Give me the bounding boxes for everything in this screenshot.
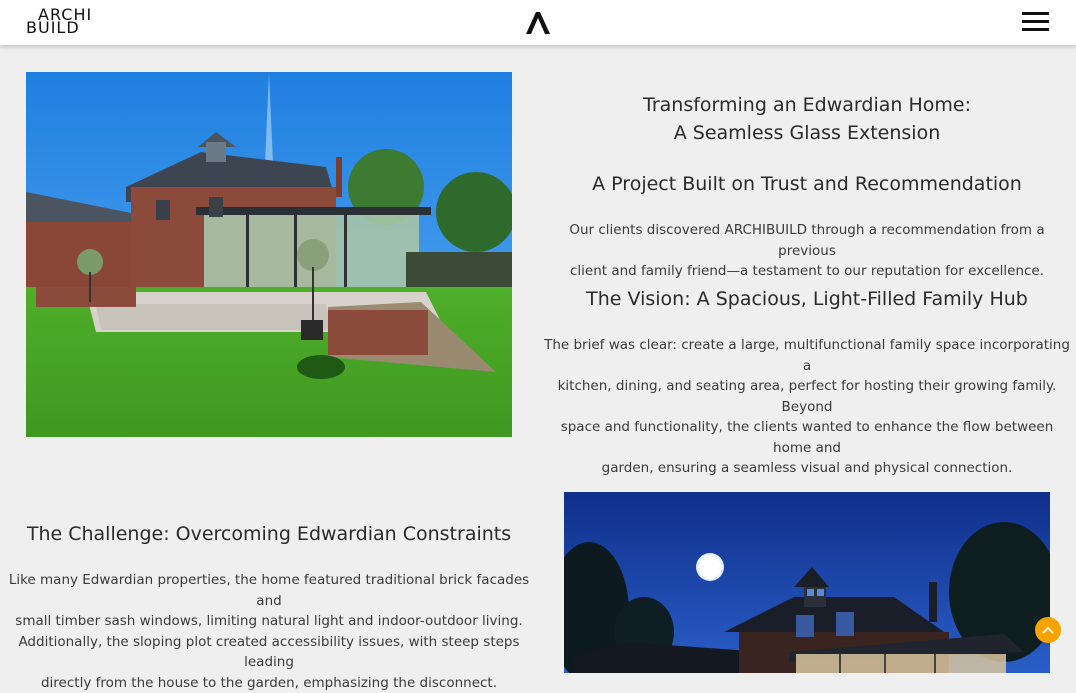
paragraph-line: garden, ensuring a seamless visual and physical connection.: [540, 458, 1074, 479]
page-title-line-1: Transforming an Edwardian Home:: [540, 91, 1074, 119]
logo-line-1: ARCHI: [38, 7, 92, 23]
section1-text: [540, 91, 1074, 147]
paragraph-line: small timber sash windows, limiting natural light and indoor-outdoor living.: [0, 611, 538, 632]
paragraph-line: kitchen, dining, and seating area, perfect for hosting their growing family. Beyond: [540, 376, 1074, 417]
night-house-photo: [564, 492, 1050, 673]
paragraph-challenge: [0, 570, 538, 693]
site-header: [0, 0, 1076, 45]
daytime-house-photo: [26, 72, 512, 437]
paragraph-line: client and family friend—a testament to our reputation for excellence.: [540, 261, 1074, 282]
chevron-up-icon: [1041, 625, 1055, 635]
subtitle-challenge: The Challenge: Overcoming Edwardian Constraints: [0, 520, 538, 548]
archibuild-logo[interactable]: [26, 7, 116, 37]
paragraph-trust: [540, 220, 1074, 282]
paragraph-line: space and functionality, the clients wanted to enhance the flow between home and: [540, 417, 1074, 458]
subtitle-vision: The Vision: A Spacious, Light-Filled Family Hub: [540, 285, 1074, 313]
paragraph-line: directly from the house to the garden, emphasizing the disconnect.: [0, 673, 538, 693]
page-title-line-2: A Seamless Glass Extension: [540, 119, 1074, 147]
logo-line-2: BUILD: [26, 20, 80, 36]
hamburger-menu-icon[interactable]: [1022, 12, 1050, 34]
paragraph-line: Our clients discovered ARCHIBUILD through a recommendation from a previous: [540, 220, 1074, 261]
paragraph-line: Additionally, the sloping plot created accessibility issues, with steep steps leading: [0, 632, 538, 673]
paragraph-line: Like many Edwardian properties, the home featured traditional brick facades and: [0, 570, 538, 611]
chevron-logo-icon[interactable]: [525, 10, 551, 36]
paragraph-line: The brief was clear: create a large, multifunctional family space incorporating a: [540, 335, 1074, 376]
scroll-to-top-button[interactable]: [1035, 617, 1061, 643]
paragraph-vision: [540, 335, 1074, 479]
subtitle-trust: A Project Built on Trust and Recommendation: [540, 170, 1074, 198]
